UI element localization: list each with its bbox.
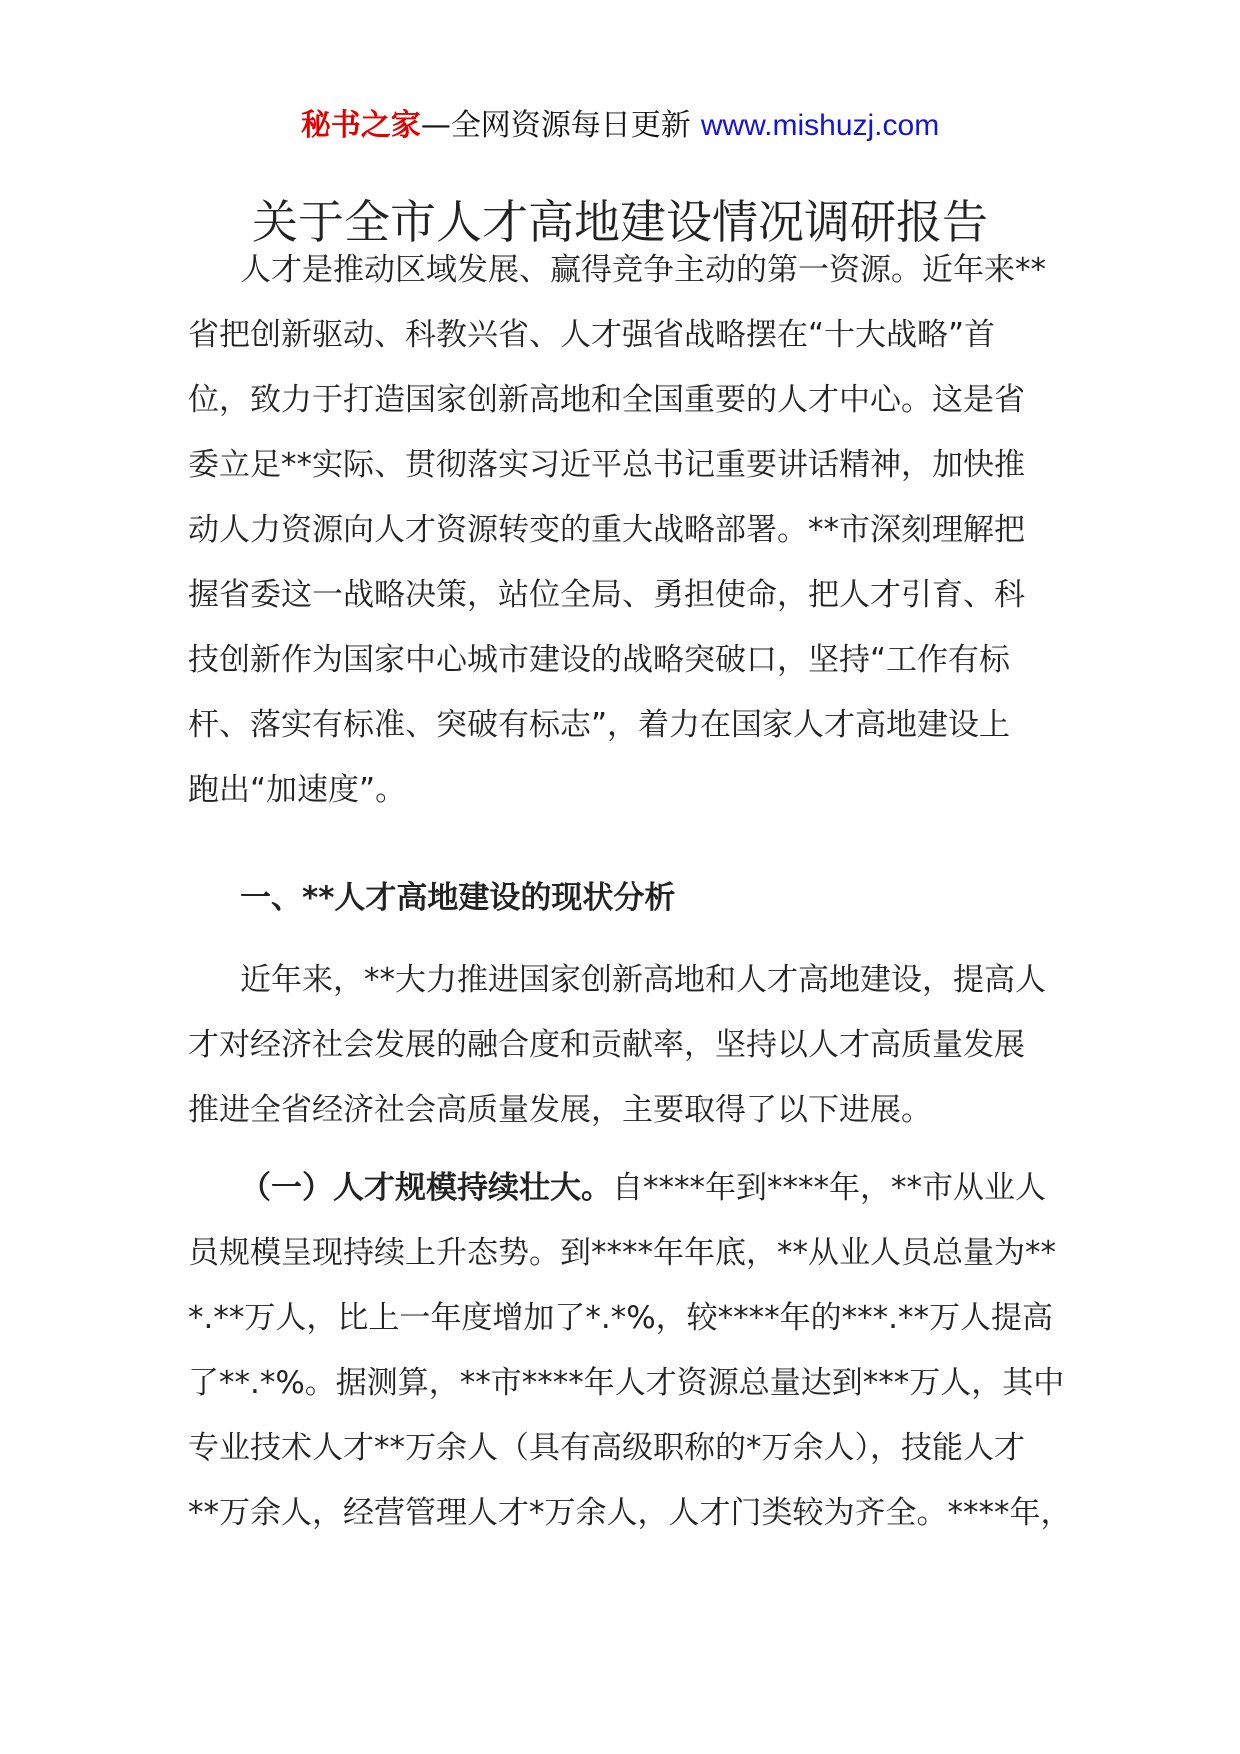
paragraph-line xyxy=(188,1156,1068,1221)
section-1-paragraph xyxy=(188,948,1068,1143)
subsection-1-paragraph xyxy=(188,1156,1072,1546)
paragraph-line: 了**.*%。据测算，**市****年人才资源总量达到***万人，其中 xyxy=(188,1365,1065,1401)
paragraph-line: 技创新作为国家中心城市建设的战略突破口，坚持“工作有标 xyxy=(188,642,1011,678)
section-heading xyxy=(188,866,1068,931)
banner-tagline: —全网资源每日更新 xyxy=(420,108,691,143)
paragraph-line: 握省委这一战略决策，站位全局、勇担使命，把人才引育、科 xyxy=(188,577,1025,613)
paragraph-line: 才对经济社会发展的融合度和贡献率，坚持以人才高质量发展 xyxy=(188,1027,1025,1063)
paragraph-line: 员规模呈现持续上升态势。到****年年底，**从业人员总量为** xyxy=(188,1235,1056,1271)
paragraph-line: 杆、落实有标准、突破有标志”，着力在国家人才高地建设上 xyxy=(188,707,1011,743)
paragraph-line: *.**万人，比上一年度增加了*.*%，较****年的***.**万人提高 xyxy=(188,1300,1054,1336)
section-1-heading: 一、**人才高地建设的现状分析 xyxy=(240,880,676,916)
paragraph-line: 省把创新驱动、科教兴省、人才强省战略摆在“十大战略”首 xyxy=(188,317,996,353)
paragraph-line: 动人力资源向人才资源转变的重大战略部署。**市深刻理解把 xyxy=(188,512,1025,548)
paragraph-line: 近年来，**大力推进国家创新高地和人才高地建设，提高人 xyxy=(240,962,1046,998)
paragraph-line: **万余人，经营管理人才*万余人，人才门类较为齐全。****年， xyxy=(188,1495,1072,1531)
paragraph-line: 跑出“加速度”。 xyxy=(188,772,407,808)
document-title: 关于全市人才高地建设情况调研报告 xyxy=(252,195,988,249)
intro-paragraph xyxy=(188,238,1068,823)
paragraph-line: 委立足**实际、贯彻落实习近平总书记重要讲话精神，加快推 xyxy=(188,447,1025,483)
paragraph-line: 专业技术人才**万余人（具有高级职称的*万余人），技能人才 xyxy=(188,1430,1025,1466)
paragraph-line: 推进全省经济社会高质量发展，主要取得了以下进展。 xyxy=(188,1092,932,1128)
paragraph-line: 人才是推动区域发展、赢得竞争主动的第一资源。近年来** xyxy=(240,252,1046,288)
site-url-link[interactable]: www.mishuzj.com xyxy=(700,109,940,142)
site-banner xyxy=(0,104,1240,148)
brand-name: 秘书之家 xyxy=(300,108,421,143)
subsection-1-heading: （一）人才规模持续壮大。 xyxy=(240,1170,612,1206)
paragraph-text: 自****年到****年，**市从业人 xyxy=(612,1170,1046,1206)
paragraph-line: 位，致力于打造国家创新高地和全国重要的人才中心。这是省 xyxy=(188,382,1025,418)
